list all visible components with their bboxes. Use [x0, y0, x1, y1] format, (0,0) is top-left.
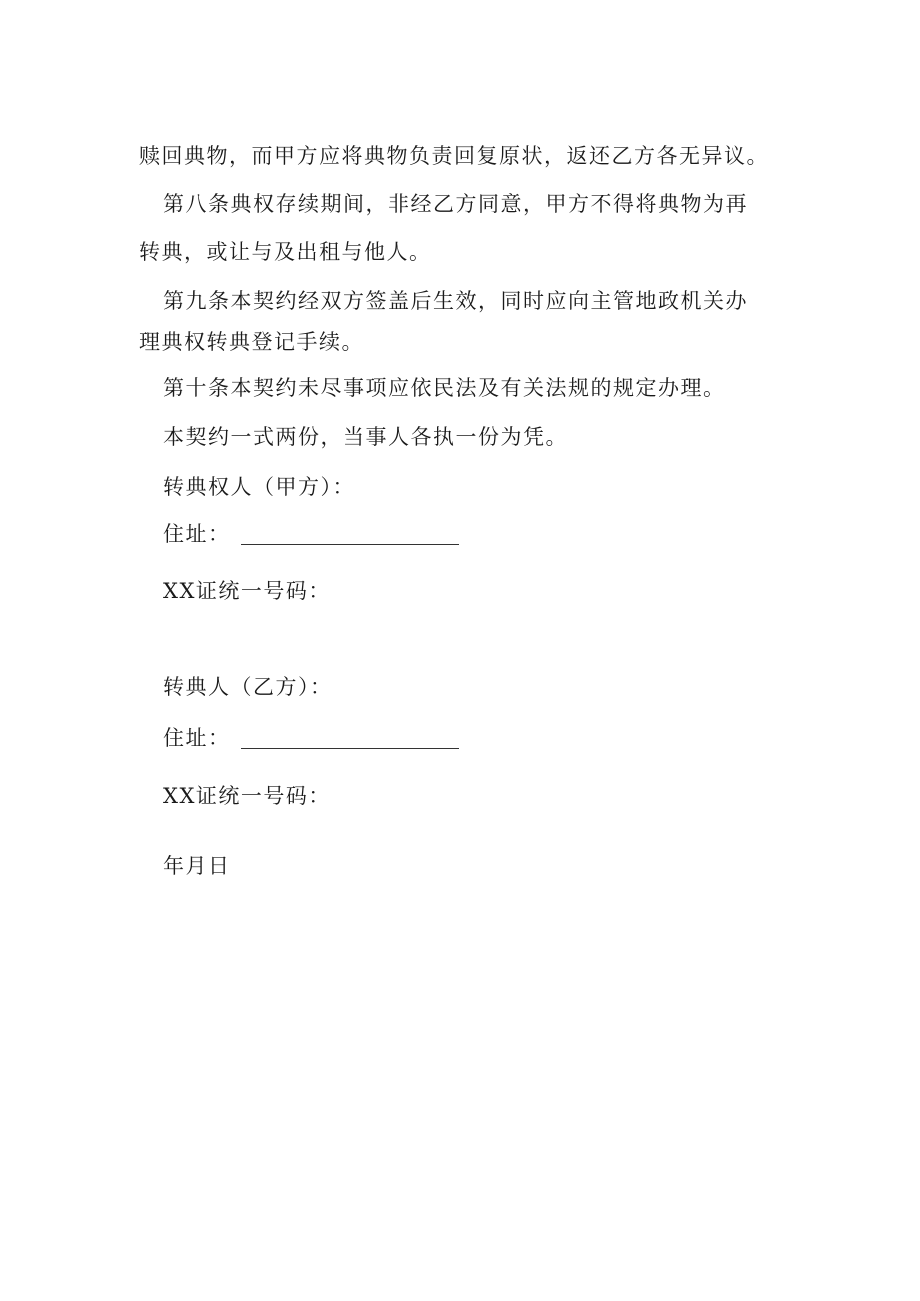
party-b-id-label: XX证统一号码： — [163, 784, 331, 808]
article9-line1: 第九条本契约经双方签盖后生效，同时应向主管地政机关办 — [163, 289, 748, 313]
party-a-title: 转典权人（甲方）： — [163, 475, 355, 499]
party-a-id-label: XX证统一号码： — [163, 579, 331, 603]
article8-line1: 第八条典权存续期间，非经乙方同意，甲方不得将典物为再 — [163, 192, 748, 216]
article10: 第十条本契约未尽事项应依民法及有关法规的规定办理。 — [163, 376, 726, 400]
party-a-address-label: 住址： — [163, 522, 231, 546]
party-b-title: 转典人（乙方）： — [163, 675, 333, 699]
article9-line2: 理典权转典登记手续。 — [139, 330, 364, 354]
article8-line2: 转典，或让与及出租与他人。 — [139, 240, 432, 264]
party-b-address-row — [163, 728, 459, 749]
party-a-address-row — [163, 524, 459, 545]
party-b-address-blank — [241, 747, 459, 749]
party-a-address-blank — [241, 543, 459, 545]
copies-clause: 本契约一式两份，当事人各执一份为凭。 — [163, 425, 568, 449]
article7-continuation: 赎回典物，而甲方应将典物负责回复原状，返还乙方各无异议。 — [139, 144, 769, 168]
date-label: 年月日 — [163, 854, 231, 878]
party-b-address-label: 住址： — [163, 726, 231, 750]
